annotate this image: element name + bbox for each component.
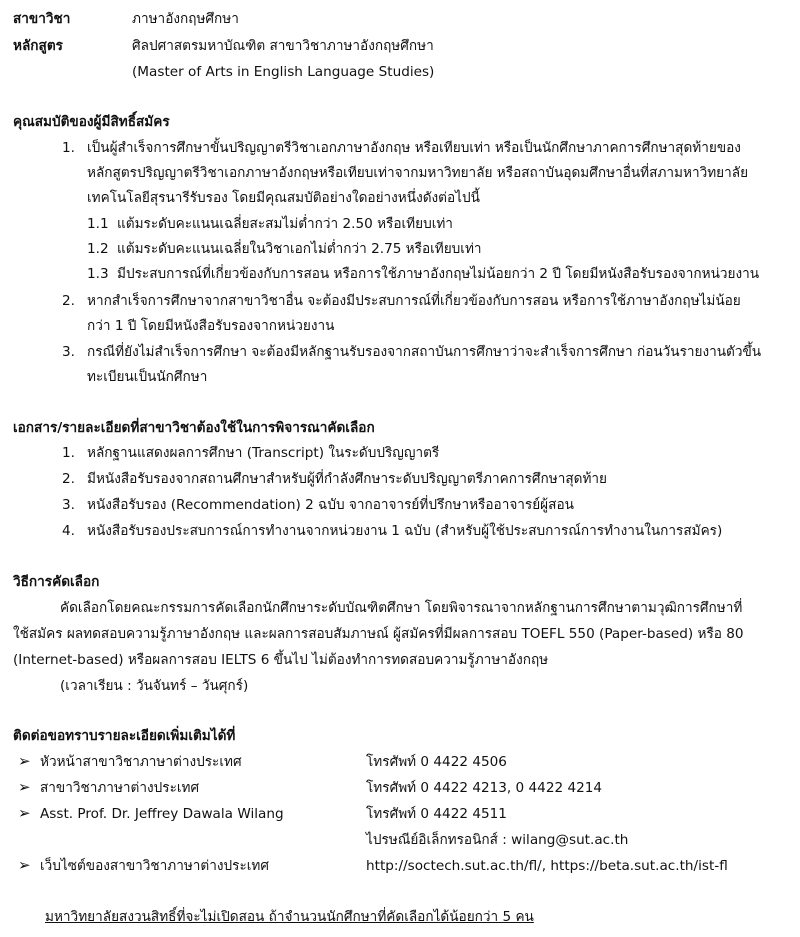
- selection-line-2: ใช้สมัคร ผลทดสอบความรู้ภาษาอังกฤษ และผลการสอบสัมภาษณ์ ผู้สมัครที่มีผลการสอบ TOEFL 550 (Paper-based) หรือ 80: [13, 626, 744, 642]
- qual-sub-1-text: แต้มระดับคะแนนเฉลี่ยสะสมไม่ต่ำกว่า 2.50 หรือเทียบเท่า: [117, 216, 453, 232]
- qual-sub-1-num: 1.1: [87, 216, 109, 232]
- contact-name-1: หัวหน้าสาขาวิชาภาษาต่างประเทศ: [40, 754, 242, 770]
- qual-item-1-num: 1.: [62, 140, 75, 156]
- program-value: ศิลปศาสตรมหาบัณฑิต สาขาวิชาภาษาอังกฤษศึกษา: [132, 38, 434, 54]
- arrow-bullet-icon: ➢: [18, 752, 31, 770]
- qual-item-3-line-2: ทะเบียนเป็นนักศึกษา: [87, 369, 208, 385]
- doc-item-3-num: 3.: [62, 497, 75, 513]
- doc-item-2-text: มีหนังสือรับรองจากสถานศึกษาสำหรับผู้ที่กำลังศึกษาระดับปริญญาตรีภาคการศึกษาสุดท้าย: [87, 471, 608, 487]
- footer-note: มหาวิทยาลัยสงวนสิทธิ์ที่จะไม่เปิดสอน ถ้าจำนวนนักศึกษาที่คัดเลือกได้น้อยกว่า 5 คน: [45, 909, 534, 925]
- contact-website[interactable]: http://soctech.sut.ac.th/fl/, https://beta.sut.ac.th/ist-fl: [366, 858, 728, 874]
- qual-item-2-line-2: กว่า 1 ปี โดยมีหนังสือรับรองจากหน่วยงาน: [87, 318, 335, 334]
- selection-title: วิธีการคัดเลือก: [13, 574, 100, 590]
- contact-value-3: โทรศัพท์ 0 4422 4511: [366, 806, 507, 822]
- qual-item-1-line-2: หลักสูตรปริญญาตรีวิชาเอกภาษาอังกฤษหรือเทียบเท่าจากมหาวิทยาลัย หรือสถาบันอุดมศึกษาอื่นที่สภามหาวิทยาลัย: [87, 165, 749, 181]
- qual-sub-3-num: 1.3: [87, 266, 109, 282]
- qualifications-title: คุณสมบัติของผู้มีสิทธิ์สมัคร: [13, 114, 170, 130]
- arrow-bullet-icon: ➢: [18, 856, 31, 874]
- selection-line-1: คัดเลือกโดยคณะกรรมการคัดเลือกนักศึกษาระดับบัณฑิตศึกษา โดยพิจารณาจากหลักฐานการศึกษาตามวุฒิการศึกษาที่: [60, 600, 743, 616]
- doc-item-2-num: 2.: [62, 471, 75, 487]
- qual-item-1-line-3: เทคโนโลยีสุรนารีรับรอง โดยมีคุณสมบัติอย่างใดอย่างหนึ่งดังต่อไปนี้: [87, 190, 480, 206]
- qual-sub-2-text: แต้มระดับคะแนนเฉลี่ยในวิชาเอกไม่ต่ำกว่า 2.75 หรือเทียบเท่า: [117, 241, 482, 257]
- qual-item-3-num: 3.: [62, 344, 75, 360]
- doc-item-4-num: 4.: [62, 523, 75, 539]
- qual-item-2-line-1: หากสำเร็จการศึกษาจากสาขาวิชาอื่น จะต้องมีประสบการณ์ที่เกี่ยวข้องกับการสอน หรือการใช้ภาษาอังกฤษไม่น้อย: [87, 293, 741, 309]
- arrow-bullet-icon: ➢: [18, 778, 31, 796]
- contact-value-1: โทรศัพท์ 0 4422 4506: [366, 754, 507, 770]
- contact-value-2: โทรศัพท์ 0 4422 4213, 0 4422 4214: [366, 780, 603, 796]
- contact-name-3: Asst. Prof. Dr. Jeffrey Dawala Wilang: [40, 806, 284, 822]
- qual-sub-2-num: 1.2: [87, 241, 109, 257]
- qual-item-3-line-1: กรณีที่ยังไม่สำเร็จการศึกษา จะต้องมีหลักฐานรับรองจากสถาบันการศึกษาว่าจะสำเร็จการศึกษา ก่อนวันรายงานตัวขึ้น: [87, 344, 762, 360]
- doc-item-1-text: หลักฐานแสดงผลการศึกษา (Transcript) ในระดับปริญญาตรี: [87, 445, 440, 461]
- dept-label: สาขาวิชา: [13, 11, 71, 27]
- doc-item-3-text: หนังสือรับรอง (Recommendation) 2 ฉบับ จากอาจารย์ที่ปรึกษาหรืออาจารย์ผู้สอน: [87, 497, 574, 513]
- selection-line-3: (Internet-based) หรือผลการสอบ IELTS 6 ขึ้นไป ไม่ต้องทำการทดสอบความรู้ภาษาอังกฤษ: [13, 652, 549, 668]
- qual-sub-3-text: มีประสบการณ์ที่เกี่ยวข้องกับการสอน หรือการใช้ภาษาอังกฤษไม่น้อยกว่า 2 ปี โดยมีหนังสือรับรองจากหน่วยงาน: [117, 266, 760, 282]
- qual-item-1-line-1: เป็นผู้สำเร็จการศึกษาขั้นปริญญาตรีวิชาเอกภาษาอังกฤษ หรือเทียบเท่า หรือเป็นนักศึกษาภาคการศึกษาสุดท้ายของ: [87, 140, 741, 156]
- contact-email[interactable]: ไปรษณีย์อิเล็กทรอนิกส์ : wilang@sut.ac.th: [366, 832, 629, 848]
- doc-item-4-text: หนังสือรับรองประสบการณ์การทำงานจากหน่วยงาน 1 ฉบับ (สำหรับผู้ใช้ประสบการณ์การทำงานในการสมัคร): [87, 523, 723, 539]
- documents-title: เอกสาร/รายละเอียดที่สาขาวิชาต้องใช้ในการพิจารณาคัดเลือก: [13, 420, 375, 436]
- contact-name-5: เว็บไซต์ของสาขาวิชาภาษาต่างประเทศ: [40, 858, 269, 874]
- selection-schedule: (เวลาเรียน : วันจันทร์ – วันศุกร์): [60, 678, 249, 694]
- program-english: (Master of Arts in English Language Studies): [132, 64, 435, 80]
- contact-name-2: สาขาวิชาภาษาต่างประเทศ: [40, 780, 200, 796]
- dept-value: ภาษาอังกฤษศึกษา: [132, 11, 239, 27]
- arrow-bullet-icon: ➢: [18, 804, 31, 822]
- program-label: หลักสูตร: [13, 38, 63, 54]
- doc-item-1-num: 1.: [62, 445, 75, 461]
- contact-title: ติดต่อขอทราบรายละเอียดเพิ่มเติมได้ที่: [13, 728, 236, 744]
- qual-item-2-num: 2.: [62, 293, 75, 309]
